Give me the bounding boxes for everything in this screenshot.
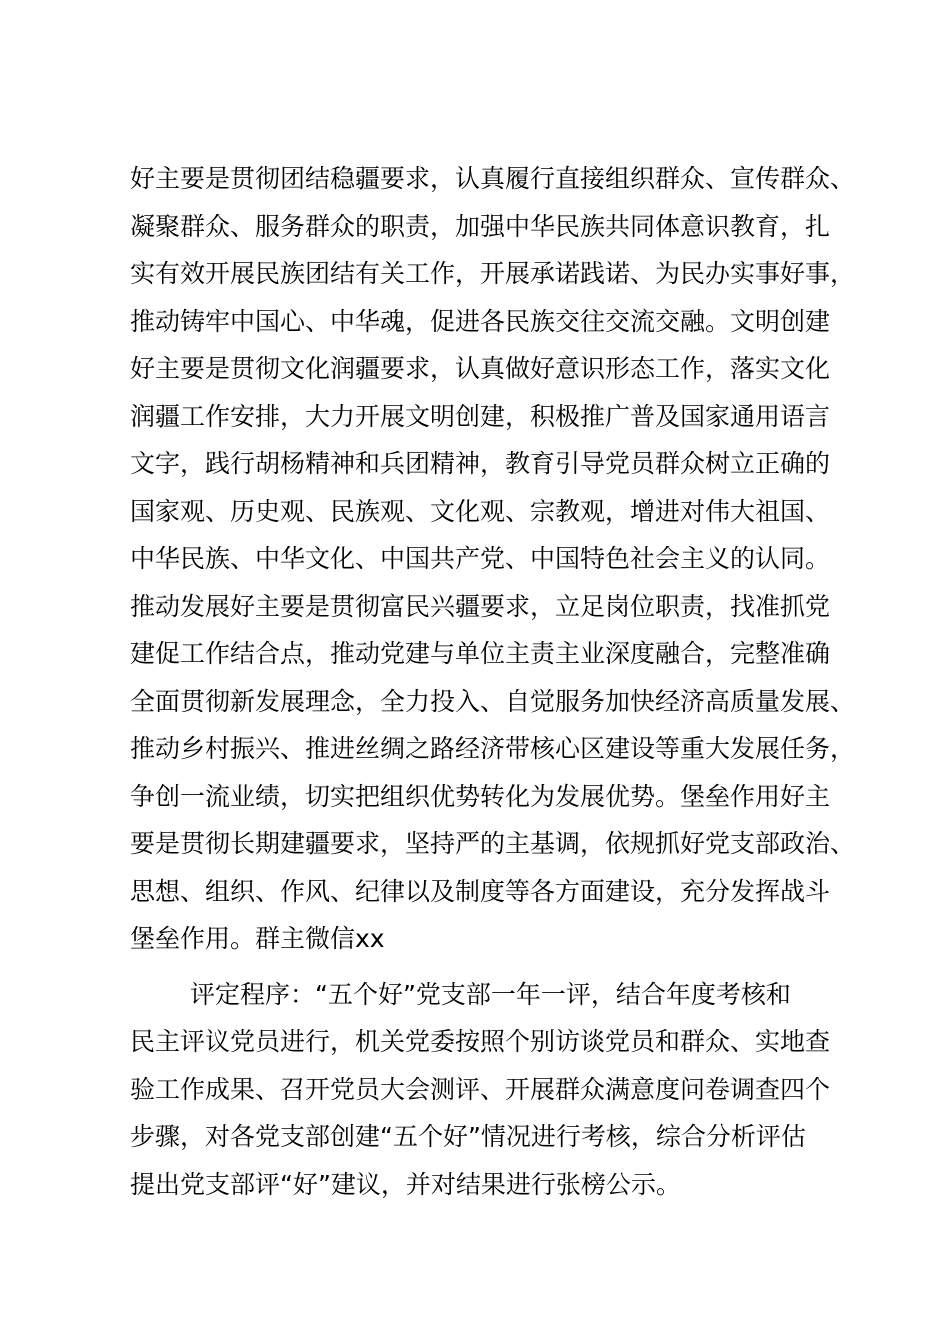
- text-line: 堡垒作用。群主微信xx: [130, 924, 385, 953]
- paragraph-1: [130, 155, 856, 963]
- text-line: 推动发展好主要是贯彻富民兴疆要求，立足岗位职责，找准抓党: [130, 591, 831, 621]
- text-line: 验工作成果、召开党员大会测评、开展群众满意度问卷调查四个: [130, 1074, 831, 1104]
- text-line: 全面贯彻新发展理念，全力投入、自觉服务加快经济高质量发展、: [130, 686, 856, 716]
- text-line: 要是贯彻长期建疆要求，坚持严的主基调，依规抓好党支部政治、: [130, 829, 856, 858]
- text-line: 争创一流业绩，切实把组织优势转化为发展优势。堡垒作用好主: [130, 781, 831, 811]
- text-line: 推动铸牢中国心、中华魂，促进各民族交往交流交融。文明创建: [130, 306, 831, 336]
- text-line: 好主要是贯彻团结稳疆要求，认真履行直接组织群众、宣传群众、: [130, 164, 856, 193]
- text-line: 思想、组织、作风、纪律以及制度等各方面建设，充分发挥战斗: [130, 876, 831, 906]
- text-line: 中华民族、中华文化、中国共产党、中国特色社会主义的认同。: [130, 544, 831, 573]
- text-line: 实有效开展民族团结有关工作，开展承诺践诺、为民办实事好事，: [130, 259, 856, 288]
- paragraph-gap: [130, 963, 850, 971]
- text-line: 步骤，对各党支部创建“五个好”情况进行考核，综合分析评估: [130, 1122, 806, 1151]
- text-line: 润疆工作安排，大力开展文明创建，积极推广普及国家通用语言: [130, 401, 831, 431]
- text-line: 建促工作结合点，推动党建与单位主责主业深度融合，完整准确: [130, 639, 831, 668]
- text-line: 推动乡村振兴、推进丝绸之路经济带核心区建设等重大发展任务，: [130, 734, 856, 763]
- text-line: 提出党支部评“好”建议，并对结果进行张榜公示。: [130, 1169, 681, 1199]
- text-line: 文字，践行胡杨精神和兵团精神，教育引导党员群众树立正确的: [130, 449, 831, 478]
- text-line: 民主评议党员进行，机关党委按照个别访谈党员和群众、实地查: [130, 1027, 831, 1056]
- body-text: [130, 155, 856, 1208]
- paragraph-2: [130, 971, 850, 1209]
- text-line: 凝聚群众、服务群众的职责，加强中华民族共同体意识教育，扎: [130, 211, 831, 241]
- text-line: 国家观、历史观、民族观、文化观、宗教观，增进对伟大祖国、: [130, 496, 831, 526]
- text-line: 评定程序：“五个好”党支部一年一评，结合年度考核和: [190, 979, 791, 1009]
- text-line: 好主要是贯彻文化润疆要求，认真做好意识形态工作，落实文化: [130, 354, 831, 383]
